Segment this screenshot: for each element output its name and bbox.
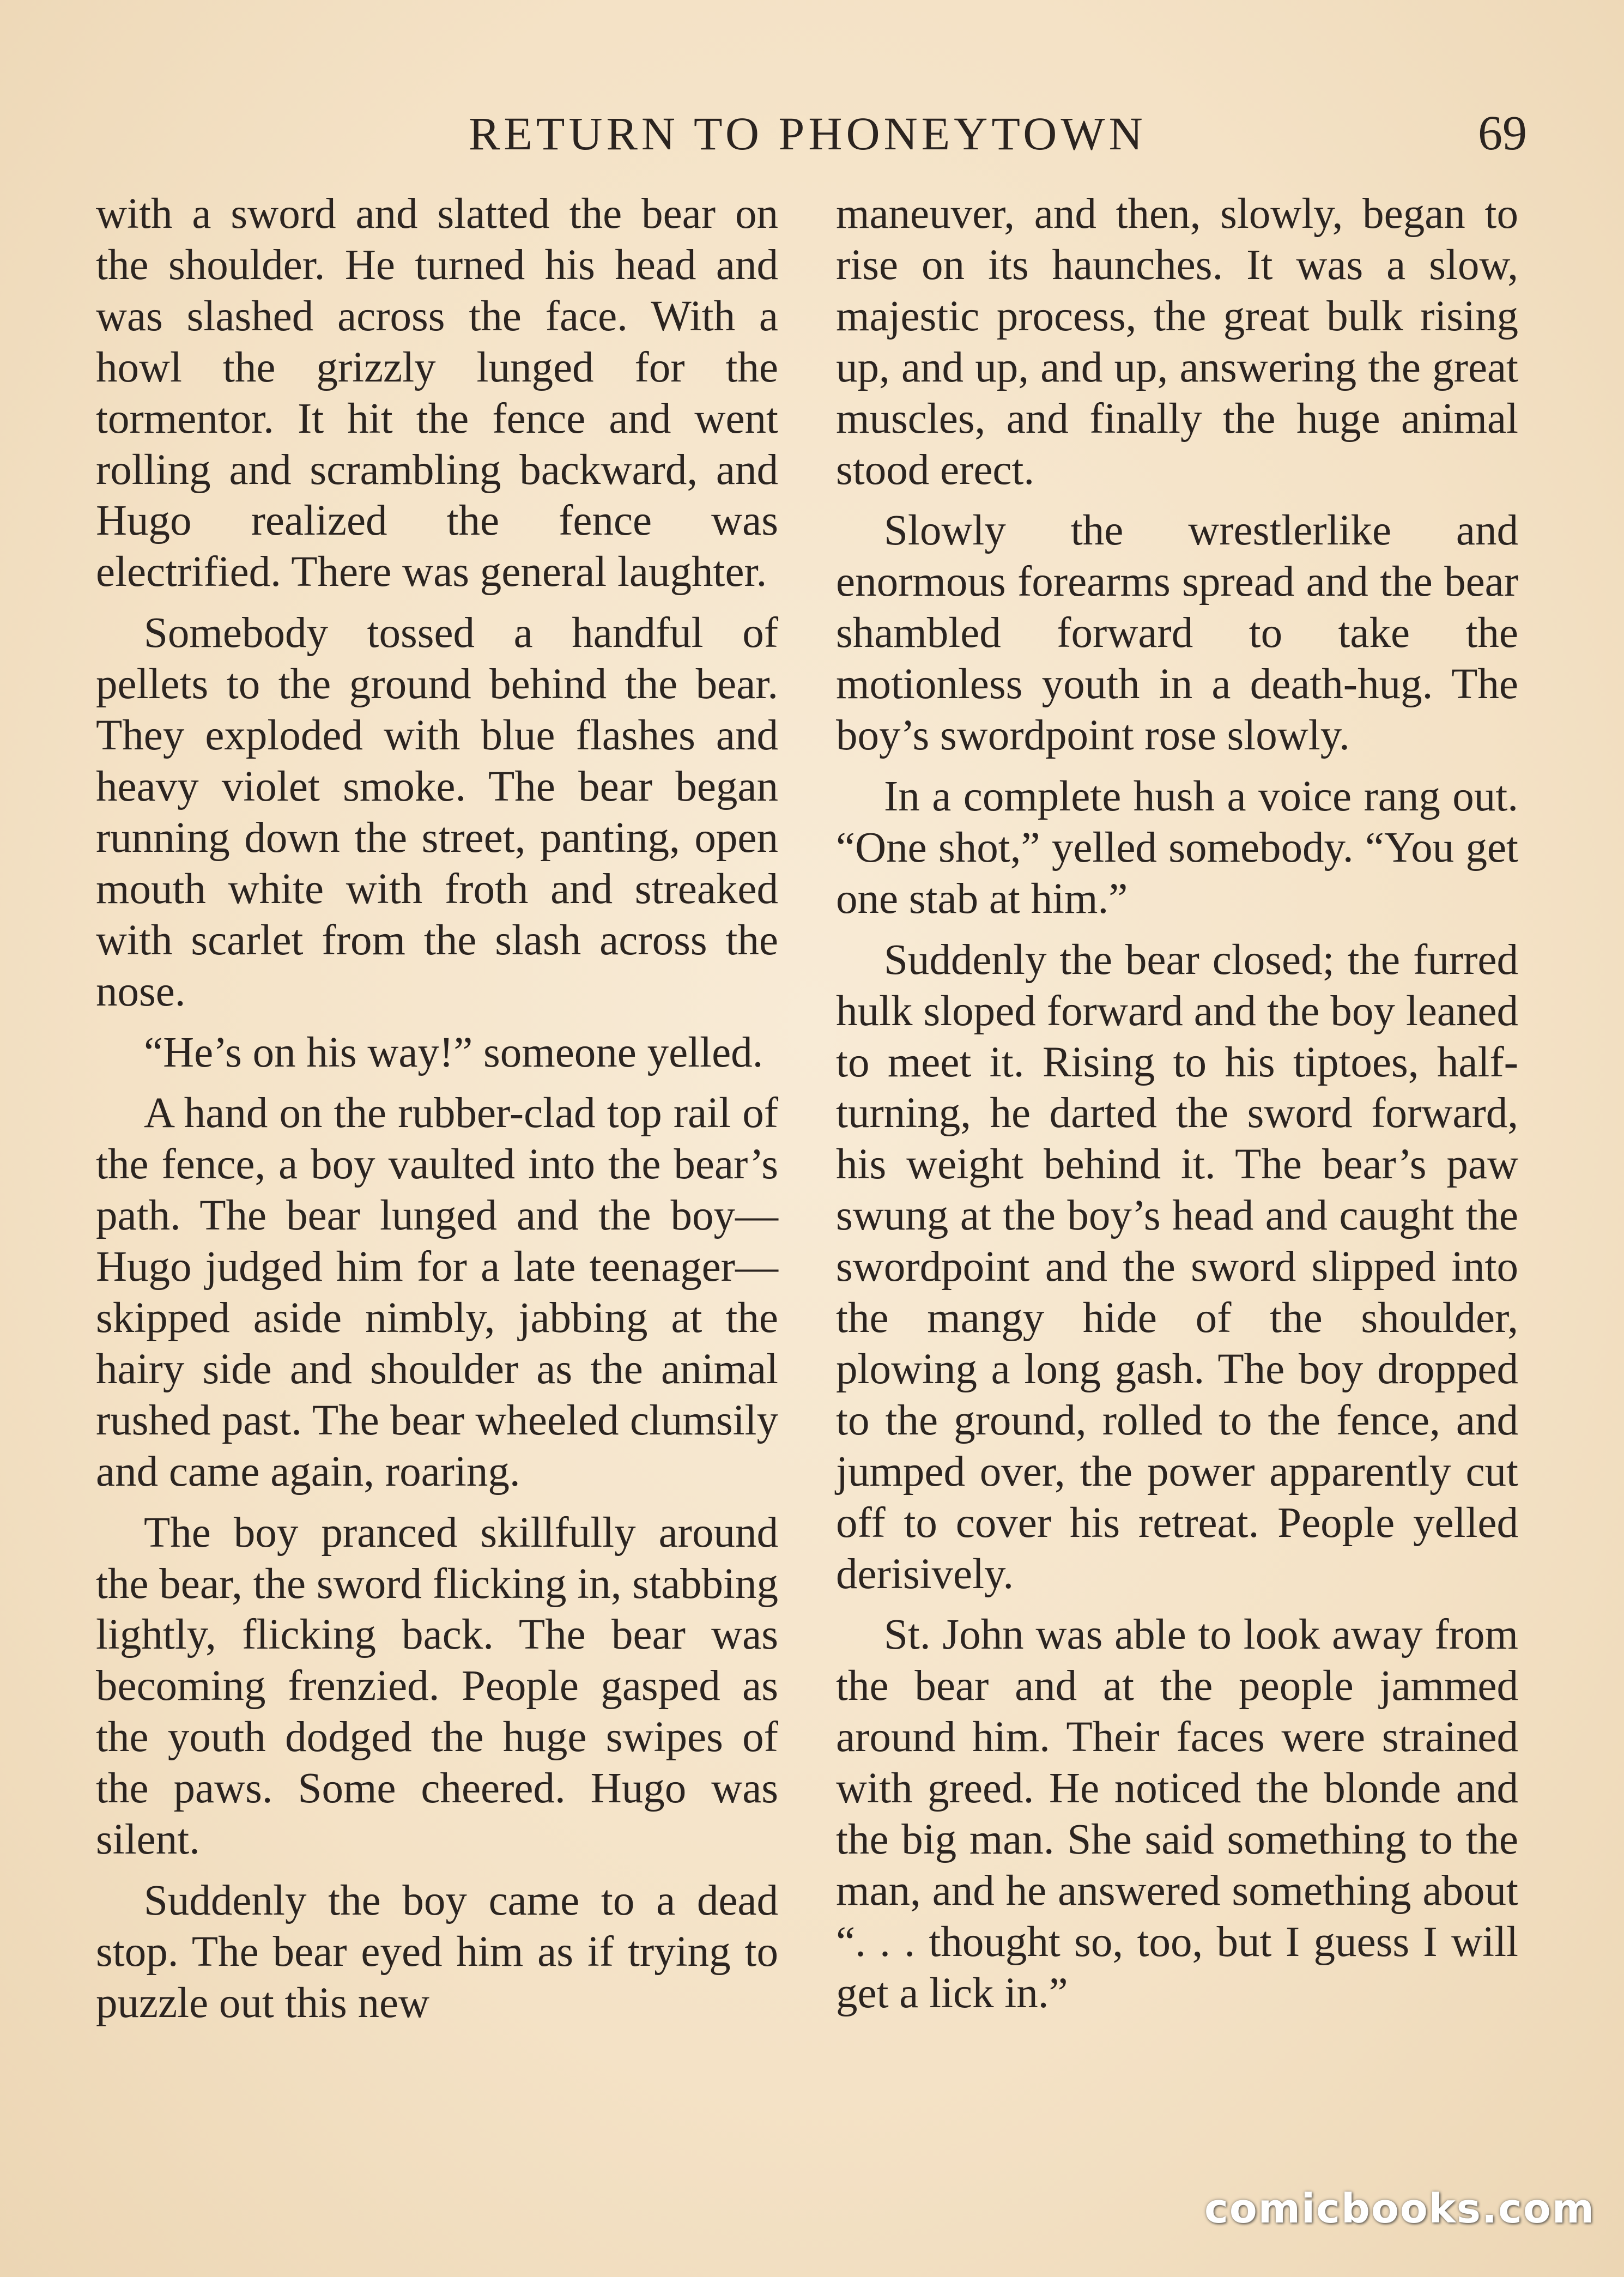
paragraph: “He’s on his way!” someone yelled.	[144, 1028, 763, 1076]
right-column	[836, 189, 1518, 2029]
running-title: RETURN TO PHONEYTOWN	[469, 107, 1147, 160]
page-header	[0, 104, 1624, 163]
paragraph: maneuver, and then, slowly, began to rise on its haunches. It was a slow, majestic process, the great bulk rising up, and up, and up, answering the great muscles, and finally the huge animal stood erect.	[836, 190, 1518, 494]
paragraph: Suddenly the boy came to a dead stop. The bear eyed him as if trying to puzzle out this new	[96, 1877, 778, 2027]
paragraph: Somebody tossed a handful of pellets to the ground behind the bear. They exploded with blue flashes and heavy violet smoke. The bear began running down the street, panting, open mouth white with froth and streaked with scarlet from the slash across the nose.	[96, 609, 778, 1015]
paragraph: St. John was able to look away from the bear and at the people jammed around him. Their faces were strained with greed. He noticed the blonde and the big man. She said something to the man, and he answered something about “. . . thought so, too, but I guess I will get a lick in.”	[836, 1611, 1518, 2017]
left-column	[96, 189, 778, 2039]
paragraph: with a sword and slatted the bear on the shoulder. He turned his head and was slashed across the face. With a howl the grizzly lunged for the tormentor. It hit the fence and went rolling and scrambling backward, and Hugo realized the fence was electrified. There was general laughter.	[96, 190, 778, 596]
watermark-logo: comicbooks.com	[1204, 2185, 1595, 2232]
paragraph: A hand on the rubber-clad top rail of the fence, a boy vaulted into the bear’s path. The bear lunged and the boy—Hugo judged him for a late teenager—skipped aside nimbly, jabbing at the hairy side and shoulder as the animal rushed past. The bear wheeled clumsily and came again, roaring.	[96, 1089, 778, 1495]
paragraph: Slowly the wrestlerlike and enormous forearms spread and the bear shambled forward to take the motionless youth in a death-hug. The boy’s swordpoint rose slowly.	[836, 507, 1518, 760]
paragraph: The boy pranced skillfully around the bear, the sword flicking in, stabbing lightly, flicking back. The bear was becoming frenzied. People gasped as the youth dodged the huge swipes of the paws. Some cheered. Hugo was silent.	[96, 1509, 778, 1864]
page-number: 69	[1478, 106, 1527, 160]
paragraph: In a complete hush a voice rang out. “One shot,” yelled somebody. “You get one stab at him.”	[836, 772, 1518, 923]
paragraph: Suddenly the bear closed; the furred hulk sloped forward and the boy leaned to meet it. Rising to his tiptoes, half-turning, he darted the sword forward, his weight behind it. The bear’s paw swung at the boy’s head and caught the swordpoint and the sword slipped into the mangy hide of the shoulder, plowing a long gash. The boy dropped to the ground, rolled to the fence, and jumped over, the power apparently cut off to cover his retreat. People yelled derisively.	[836, 936, 1518, 1598]
